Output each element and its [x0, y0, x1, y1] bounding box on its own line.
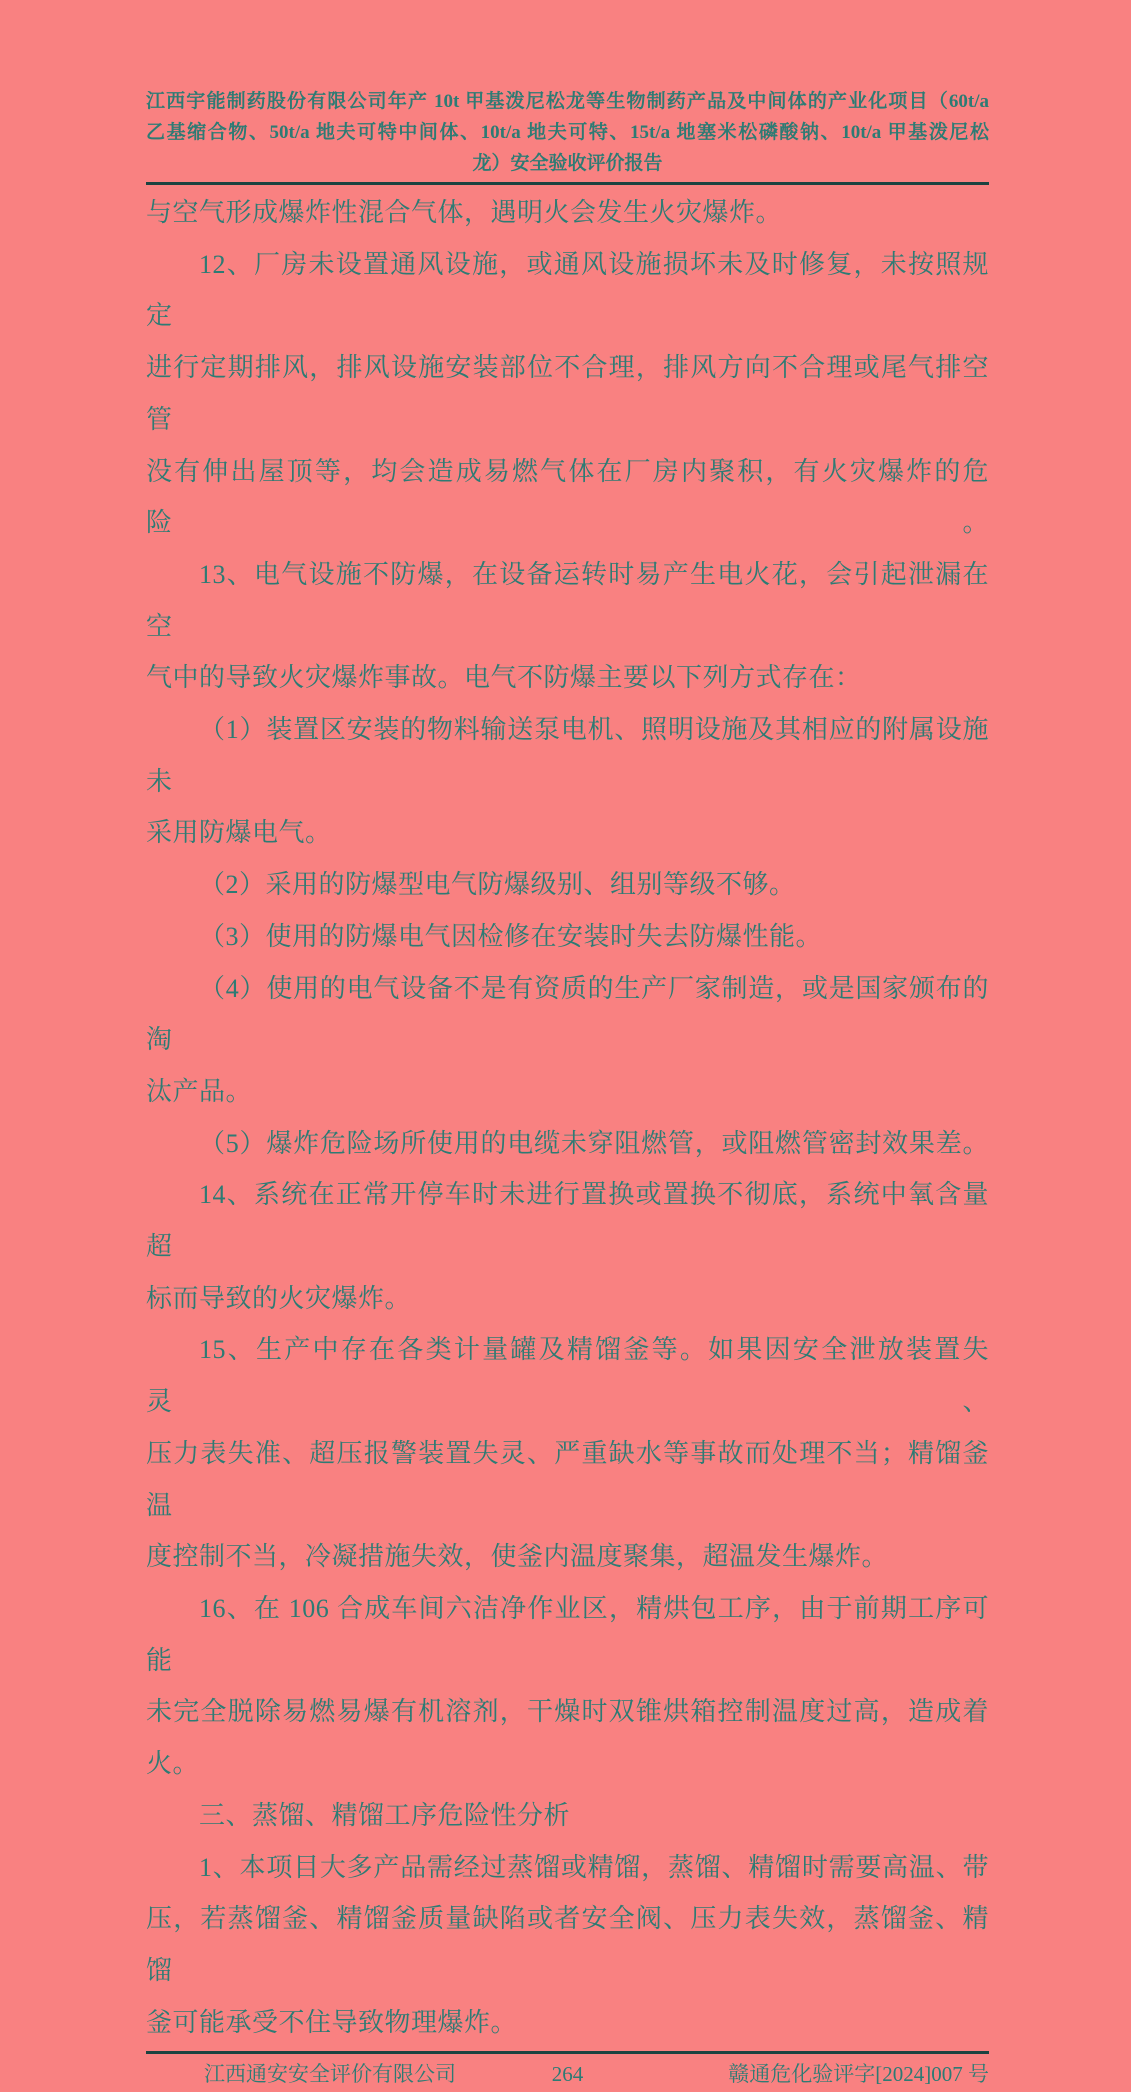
- footer-company: 江西通安安全评价有限公司: [204, 2062, 456, 2087]
- body-line: 三、蒸馏、精馏工序危险性分析: [199, 1800, 571, 1830]
- footer-page-number: 264: [551, 2062, 584, 2087]
- body-line: （1）装置区安装的物料输送泵电机、照明设施及其相应的附属设施未: [146, 715, 989, 796]
- footer-doc-number: 赣通危化验评字[2024]007 号: [728, 2062, 989, 2087]
- body-line: 1、本项目大多产品需经过蒸馏或精馏，蒸馏、精馏时需要高温、带: [199, 1852, 989, 1882]
- header-title-line-2: 乙基缩合物、50t/a 地夫可特中间体、10t/a 地夫可特、15t/a 地塞米松磷酸钠、10t/a 甲基泼尼松: [146, 122, 989, 143]
- body-line: （2）采用的防爆型电气防爆级别、组别等级不够。: [199, 870, 796, 900]
- body-line: 标而导致的火灾爆炸。: [146, 1283, 412, 1313]
- body-line: 未完全脱除易燃易爆有机溶剂，干燥时双锥烘箱控制温度过高，造成着: [146, 1697, 989, 1727]
- body-line: 13、电气设施不防爆，在设备运转时易产生电火花，会引起泄漏在空: [146, 559, 989, 641]
- body-text: [146, 187, 989, 2048]
- body-line: （5）爆炸危险场所使用的电缆未穿阻燃管，或阻燃管密封效果差。: [199, 1128, 989, 1158]
- body-line: 压，若蒸馏釜、精馏釜质量缺陷或者安全阀、压力表失效，蒸馏釜、精馏: [146, 1904, 989, 1985]
- body-line: 度控制不当，冷凝措施失效，使釜内温度聚集，超温发生爆炸。: [146, 1542, 889, 1572]
- body-line: 12、厂房未设置通风设施，或通风设施损坏未及时修复，未按照规定: [146, 249, 989, 331]
- footer-divider: [146, 2051, 989, 2054]
- body-line: 汰产品。: [146, 1076, 253, 1106]
- page-footer: [146, 2056, 989, 2092]
- body-line: 压力表失准、超压报警装置失灵、严重缺水等事故而处理不当；精馏釜温: [146, 1438, 989, 1520]
- body-line: 15、生产中存在各类计量罐及精馏釜等。如果因安全泄放装置失灵、: [146, 1335, 989, 1417]
- header-title-line-1: 江西宇能制药股份有限公司年产 10t 甲基泼尼松龙等生物制药产品及中间体的产业化项目（60t/a: [146, 91, 989, 112]
- body-line: 火。: [146, 1749, 200, 1779]
- body-line: 气中的导致火灾爆炸事故。电气不防爆主要以下列方式存在：: [146, 663, 862, 693]
- body-line: 没有伸出屋顶等，均会造成易燃气体在厂房内聚积，有火灾爆炸的危险。: [146, 456, 989, 538]
- body-line: （4）使用的电气设备不是有资质的生产厂家制造，或是国家颁布的淘: [146, 973, 989, 1055]
- body-line: 采用防爆电气。: [146, 818, 332, 848]
- header-divider: [146, 182, 989, 185]
- body-line: （3）使用的防爆电气因检修在安装时失去防爆性能。: [199, 921, 823, 951]
- body-line: 16、在 106 合成车间六洁净作业区，精烘包工序，由于前期工序可能: [146, 1593, 989, 1675]
- body-line: 与空气形成爆炸性混合气体，遇明火会发生火灾爆炸。: [146, 198, 783, 227]
- body-line: 进行定期排风，排风设施安装部位不合理，排风方向不合理或尾气排空管: [146, 353, 989, 434]
- body-line: 14、系统在正常开停车时未进行置换或置换不彻底，系统中氧含量超: [146, 1180, 989, 1262]
- body-line: 釜可能承受不住导致物理爆炸。: [146, 2007, 518, 2037]
- report-header: [146, 86, 989, 179]
- header-title-line-3: 龙）安全验收评价报告: [472, 153, 663, 174]
